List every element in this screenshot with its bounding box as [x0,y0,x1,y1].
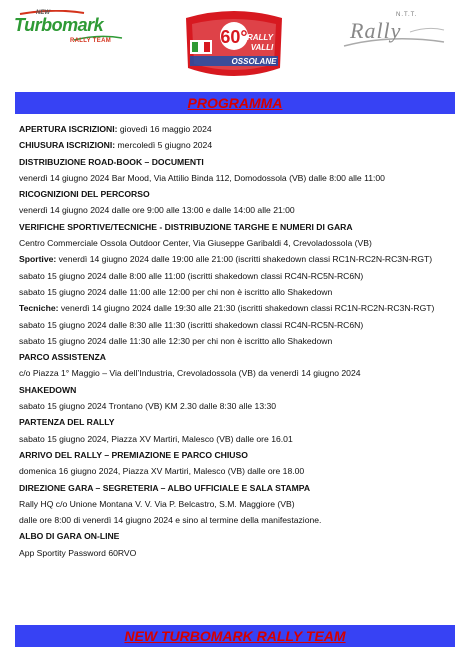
programme-line-label: ALBO DI GARA ON-LINE [19,531,120,542]
programme-line-text: venerdì 14 giugno 2024 dalle 19:30 alle 21:30 (iscritti shakedown classi RC1N-RC2N-RC3N-RGT) [58,303,435,314]
turbomark-logo [14,10,126,50]
programme-line [19,202,459,218]
programme-line-label: DIREZIONE GARA – SEGRETERIA – ALBO UFFICIALE E SALA STAMPA [19,482,311,493]
programme-line-text: sabato 15 giugno 2024 dalle 11:00 alle 12:00 per chi non è iscritto allo Shakedown [19,286,333,297]
programme-line [19,154,459,170]
programme-line-text: sabato 15 giugno 2024 dalle 11:30 alle 12:30 per chi non è iscritto allo Shakedown [19,335,333,346]
programme-line [19,349,459,365]
rally-badge-line3: OSSOLANE [231,57,277,66]
programme-line [19,545,459,561]
programme-line-label: APERTURA ISCRIZIONI: [19,124,118,134]
programme-line-text: sabato 15 giugno 2024, Piazza XV Martiri, Malesco (VB) dalle ore 16.01 [19,433,293,444]
turbomark-subtitle: RALLY TEAM [70,38,112,44]
programme-line-text: domenica 16 giugno 2024, Piazza XV Martiri, Malesco (VB) dalle ore 18.00 [19,466,305,477]
programme-line [19,300,459,316]
programme-line-label: SHAKEDOWN [19,384,77,395]
ntt-top-label: N.T.T. [396,12,418,18]
turbomark-wordmark: Turbomark [14,15,104,35]
programma-banner [15,92,455,114]
programme-line [19,496,459,512]
programme-line-text: venerdì 14 giugno 2024 dalle 19:00 alle 21:00 (iscritti shakedown classi RC1N-RC2N-RC3N-RGT) [56,254,433,265]
programme-line-label: ARRIVO DEL RALLY – PREMIAZIONE E PARCO CHIUSO [19,449,248,460]
programme-line-text: Centro Commerciale Ossola Outdoor Center, Via Giuseppe Garibaldi 4, Crevoladossola (VB) [19,238,372,249]
rally-valli-ossolane-badge [180,10,288,82]
programme-line-text: sabato 15 giugno 2024 dalle 8:30 alle 11:30 (iscritti shakedown classi RC4N-RC5N-RC6N) [19,319,364,330]
programme-line-text: App Sportity Password 60RVO [19,547,137,558]
rally-badge-line2: VALLI [250,43,274,52]
programme-line-text: venerdì 14 giugno 2024 dalle ore 9:00 alle 13:00 e dalle 14:00 alle 21:00 [19,205,295,216]
programme-line [19,268,459,284]
programme-line [19,365,459,381]
programme-line [19,170,459,186]
rally-badge-number: 60° [220,27,248,47]
programme-line-text: sabato 15 giugno 2024 Trontano (VB) KM 2.30 dalle 8:30 alle 13:30 [19,401,277,412]
programme-line-text: giovedì 16 maggio 2024 [117,124,212,134]
footer-title: NEW TURBOMARK RALLY TEAM [124,628,346,644]
programme-line [19,137,459,153]
programme-line-label: PARCO ASSISTENZA [19,352,106,363]
programme-line [19,186,459,202]
footer-banner [15,625,455,647]
programme-line-text: c/o Piazza 1° Maggio – Via dell’Industria, Crevoladossola (VB) da venerdì 14 giugno 2024 [19,368,361,379]
programme-line-label: RICOGNIZIONI DEL PERCORSO [19,189,150,200]
programme-line-text: Rally HQ c/o Unione Montana V. V. Via P. Belcastro, S.M. Maggiore (VB) [19,498,295,509]
programme-line-label: Tecniche: [19,303,59,314]
programme-line [19,382,459,398]
programme-line [19,447,459,463]
programme-line-text: sabato 15 giugno 2024 dalle 8:00 alle 11:00 (iscritti shakedown classi RC4N-RC5N-RC6N) [19,270,364,281]
programme-line [19,219,459,235]
programme-line [19,284,459,300]
ntt-rally-logo [340,12,450,52]
programme-line-label: CHIUSURA ISCRIZIONI: [19,140,116,151]
programme-line [19,333,459,349]
programme-line [19,317,459,333]
programme-line [19,463,459,479]
programme-line [19,512,459,528]
programme-line [19,235,459,251]
programme-line [19,121,459,137]
rally-badge-shield-icon [180,10,288,82]
programme-line [19,431,459,447]
programme-content [19,121,459,561]
programme-line-label: Sportive: [19,254,57,265]
programme-line-label: VERIFICHE SPORTIVE/TECNICHE - DISTRIBUZIONE TARGHE E NUMERI DI GARA [19,221,353,232]
programme-line [19,528,459,544]
programme-line-label: PARTENZA DEL RALLY [19,417,115,428]
programme-line [19,414,459,430]
programme-line-text: dalle ore 8:00 di venerdì 14 giugno 2024 e sino al termine della manifestazione. [19,515,322,526]
turbomark-new-label: NEW [36,10,50,16]
programme-line [19,251,459,267]
programme-line-label: DISTRIBUZIONE ROAD-BOOK – DOCUMENTI [19,156,204,167]
programma-title: PROGRAMMA [187,95,283,111]
programme-line-text: venerdì 14 giugno 2024 Bar Mood, Via Attilio Binda 112, Domodossola (VB) dalle 8:00 alle 11:00 [19,172,385,183]
rally-badge-line1: RALLY [246,33,274,42]
programme-line-text: mercoledì 5 giugno 2024 [115,140,213,151]
ntt-wordmark: Rally [350,18,402,43]
programme-line [19,398,459,414]
programme-line [19,480,459,496]
